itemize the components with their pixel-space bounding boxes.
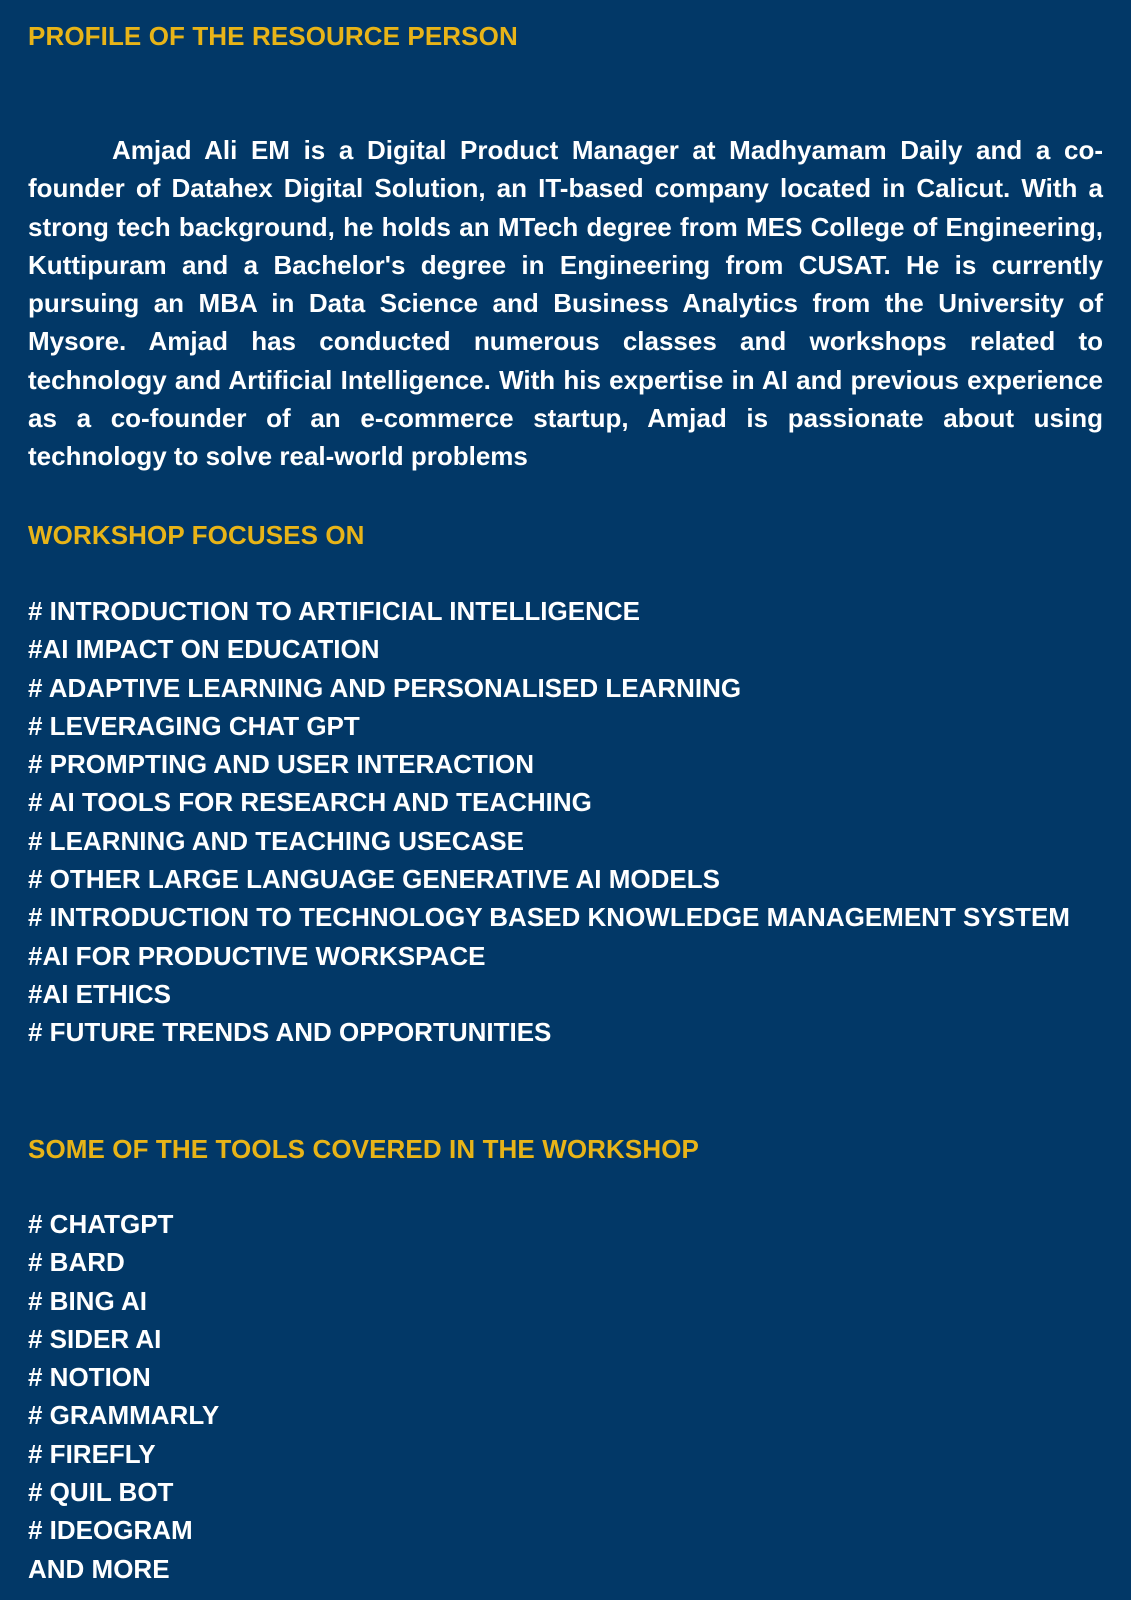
focus-item: # OTHER LARGE LANGUAGE GENERATIVE AI MODELS: [28, 864, 720, 895]
tool-item: # SIDER AI: [28, 1323, 162, 1354]
focus-item: # PROMPTING AND USER INTERACTION: [28, 749, 535, 780]
focus-item: # INTRODUCTION TO TECHNOLOGY BASED KNOWLEDGE MANAGEMENT SYSTEM: [28, 902, 1070, 933]
focus-item: # AI TOOLS FOR RESEARCH AND TEACHING: [28, 787, 592, 818]
tool-item: # IDEOGRAM: [28, 1515, 193, 1546]
focus-list: [28, 592, 1131, 1052]
focus-item: # INTRODUCTION TO ARTIFICIAL INTELLIGENCE: [28, 596, 640, 626]
focus-item: # LEARNING AND TEACHING USECASE: [28, 825, 524, 856]
tools-heading: SOME OF THE TOOLS COVERED IN THE WORKSHOP: [28, 1134, 699, 1164]
tools-list: [28, 1205, 219, 1550]
focus-item: #AI IMPACT ON EDUCATION: [28, 634, 380, 665]
tool-item: # NOTION: [28, 1362, 151, 1393]
focus-item: #AI FOR PRODUCTIVE WORKSPACE: [28, 940, 486, 971]
tools-more: AND MORE: [28, 1554, 170, 1584]
profile-heading: PROFILE OF THE RESOURCE PERSON: [28, 21, 518, 51]
tool-item: # QUIL BOT: [28, 1477, 174, 1508]
focus-item: # ADAPTIVE LEARNING AND PERSONALISED LEARNING: [28, 672, 742, 703]
focus-item: #AI ETHICS: [28, 978, 172, 1009]
focus-item: # LEVERAGING CHAT GPT: [28, 710, 360, 741]
tool-item: # GRAMMARLY: [28, 1400, 220, 1431]
tool-item: # CHATGPT: [28, 1209, 174, 1239]
tool-item: # FIREFLY: [28, 1438, 156, 1469]
focus-heading: WORKSHOP FOCUSES ON: [28, 520, 365, 550]
tool-item: # BING AI: [28, 1285, 147, 1316]
focus-item: # FUTURE TRENDS AND OPPORTUNITIES: [28, 1017, 552, 1048]
tool-item: # BARD: [28, 1247, 125, 1278]
profile-bio: Amjad Ali EM is a Digital Product Manager at Madhyamam Daily and a co-founder of Datahex Digital Solution, an IT-based company located in Calicut. With a strong tech background, he holds an MTech degree from MES College of Engineering, Kuttipuram and a Bachelor's degree in Engineering from CUSAT. He is currently pursuing an MBA in Data Science and Business Analytics from the University of Mysore. Amjad has conducted numerous classes and workshops related to technology and Artificial Intelligence. With his expertise in AI and previous experience as a co-founder of an e-commerce startup, Amjad is passionate about using technology to solve real-world problems: [28, 135, 1103, 472]
